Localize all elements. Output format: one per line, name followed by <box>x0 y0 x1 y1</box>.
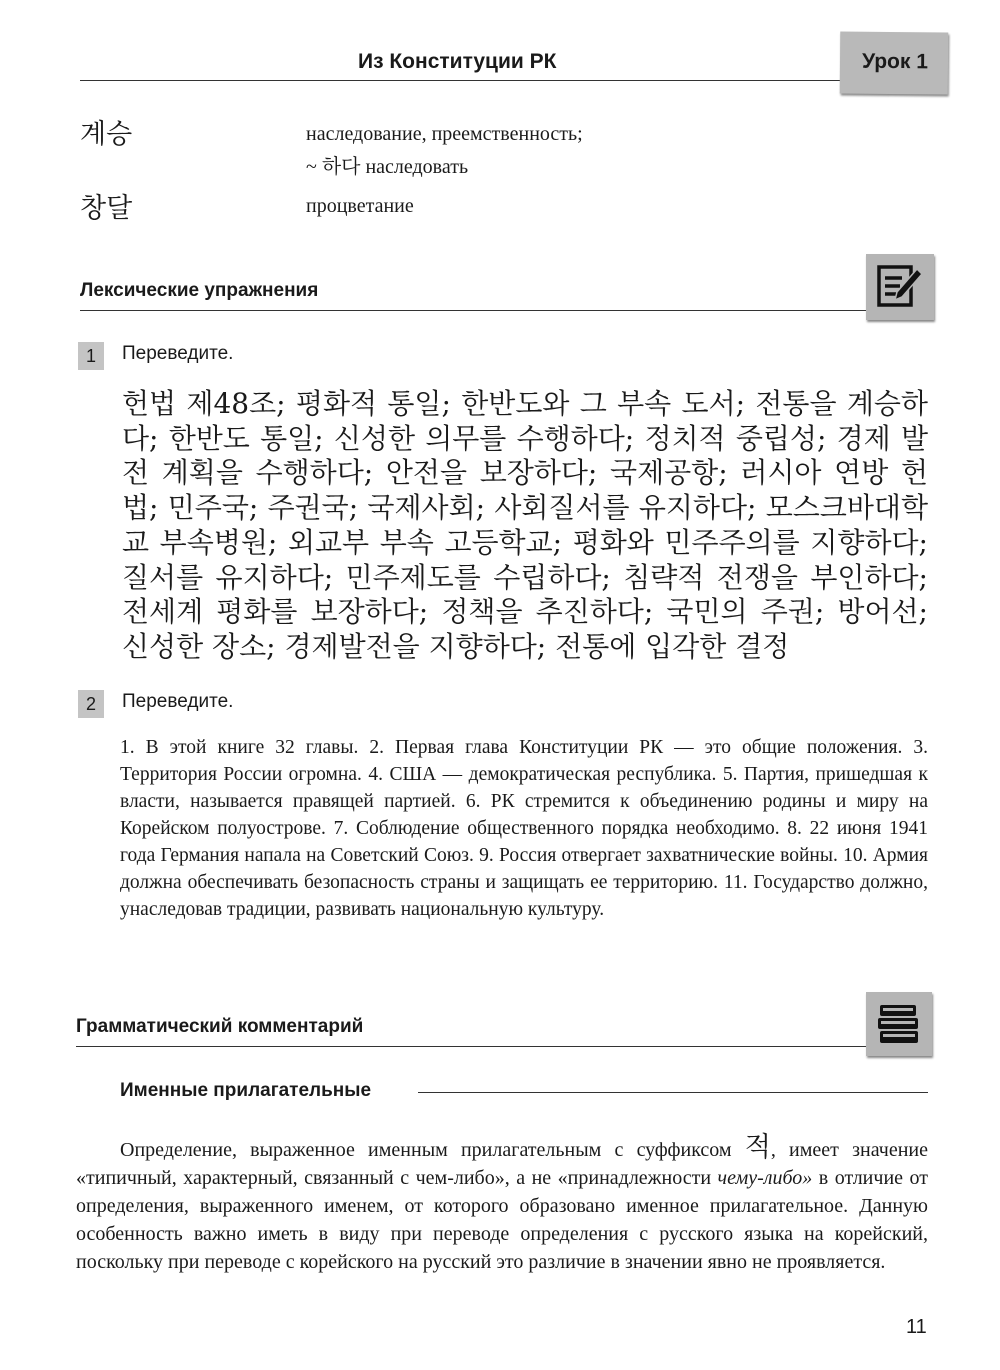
running-title: Из Конституции РК <box>358 50 557 73</box>
section-rule <box>80 310 870 311</box>
suffix-example: 적 <box>744 1132 771 1163</box>
exercise-1-text: 헌법 제48조; 평화적 통일; 한반도와 그 부속 도서; 전통을 계승하다; 한반도 통일; 신성한 의무를 수행하다; 정치적 중립성; 경제 발전 계획을 수행하다; 안전을 보장하다; 국제공항; 러시아 연방 헌법; 민주국; 주권국; 국제사회; 사회질서를 유지하다; 모스크바대학교 부속병원; 외교부 부속 고등학교; 평화와 민주주의를 지향하다; 질서를 유지하다; 민주제도를 수립하다; 침략적 전쟁을 부인하다; 전세계 평화를 보장하다; 정책을 추진하다; 국민의 주권; 방어선; 신성한 장소; 경제발전을 지향하다; 전통에 입각한 결정 <box>122 387 928 663</box>
paragraph-text: Определение, выраженное именным прилагательным с суффиксом <box>120 1139 745 1161</box>
exercise-2-text: 1. В этой книге 32 главы. 2. Первая глава Конституции РК — это общие положения. 3. Территория России огромна. 4. США — демократическая республика. 5. Партия, пришедшая к власти, называется правящей партией. 6. РК стремится к объединению родины и миру на Корейском полуострове. 7. Соблюдение общественного порядка необходимо. 8. 22 июня 1941 года Германия напала на Советский Союз. 9. Россия отвергает захватнические войны. 10. Армия должна обеспечивать безопасность страны и защищать ее территорию. 11. Государство должно, унаследовав традиции, развивать национальную культуру. <box>120 737 928 920</box>
grammar-paragraph <box>76 1134 928 1276</box>
books-stack-icon <box>876 1002 922 1046</box>
lesson-tab <box>840 32 949 95</box>
lexical-icon-box <box>866 254 934 320</box>
paragraph-text: , имеет значение «типичный, характерный, связанный с чем-либо», а не «принадлежности <box>76 1139 928 1189</box>
vocab-word: 계승 <box>80 119 133 150</box>
subsection-rule <box>418 1092 928 1093</box>
header-rule <box>80 80 845 81</box>
grammar-icon-box <box>866 992 932 1056</box>
vocab-definition-line: ~ 하다 наследовать <box>306 156 469 178</box>
vocab-definition <box>306 118 583 184</box>
vocab-definition <box>306 190 414 223</box>
vocab-definition-line: наследование, преемственность; <box>306 123 583 145</box>
section-title-lexical: Лексические упражнения <box>80 280 319 301</box>
lesson-tab-label: Урок 1 <box>861 49 929 74</box>
vocab-definition-line: процветание <box>306 195 414 217</box>
notepad-pencil-icon <box>876 264 924 310</box>
section-title-grammar: Грамматический комментарий <box>76 1016 364 1037</box>
exercise-number-badge: 1 <box>78 342 104 370</box>
subsection-title: Именные прилагательные <box>120 1080 372 1101</box>
vocab-word: 창달 <box>80 193 133 224</box>
exercise-instruction: Переведите. <box>122 691 234 712</box>
section-rule <box>76 1046 868 1047</box>
exercise-number-badge: 2 <box>78 690 104 718</box>
exercise-instruction: Переведите. <box>122 343 234 364</box>
paragraph-text: в отличие от определения, выраженного именем, от которого образовано именное прилагательное. Данную особенность важно иметь в виду при переводе определения с русского языка на корейский, поскольку при переводе с корейского на русский это различие в значении явно не проявляется. <box>76 1167 928 1273</box>
page-number: 11 <box>906 1316 927 1338</box>
paragraph-italic: чему-либо» <box>717 1167 813 1189</box>
